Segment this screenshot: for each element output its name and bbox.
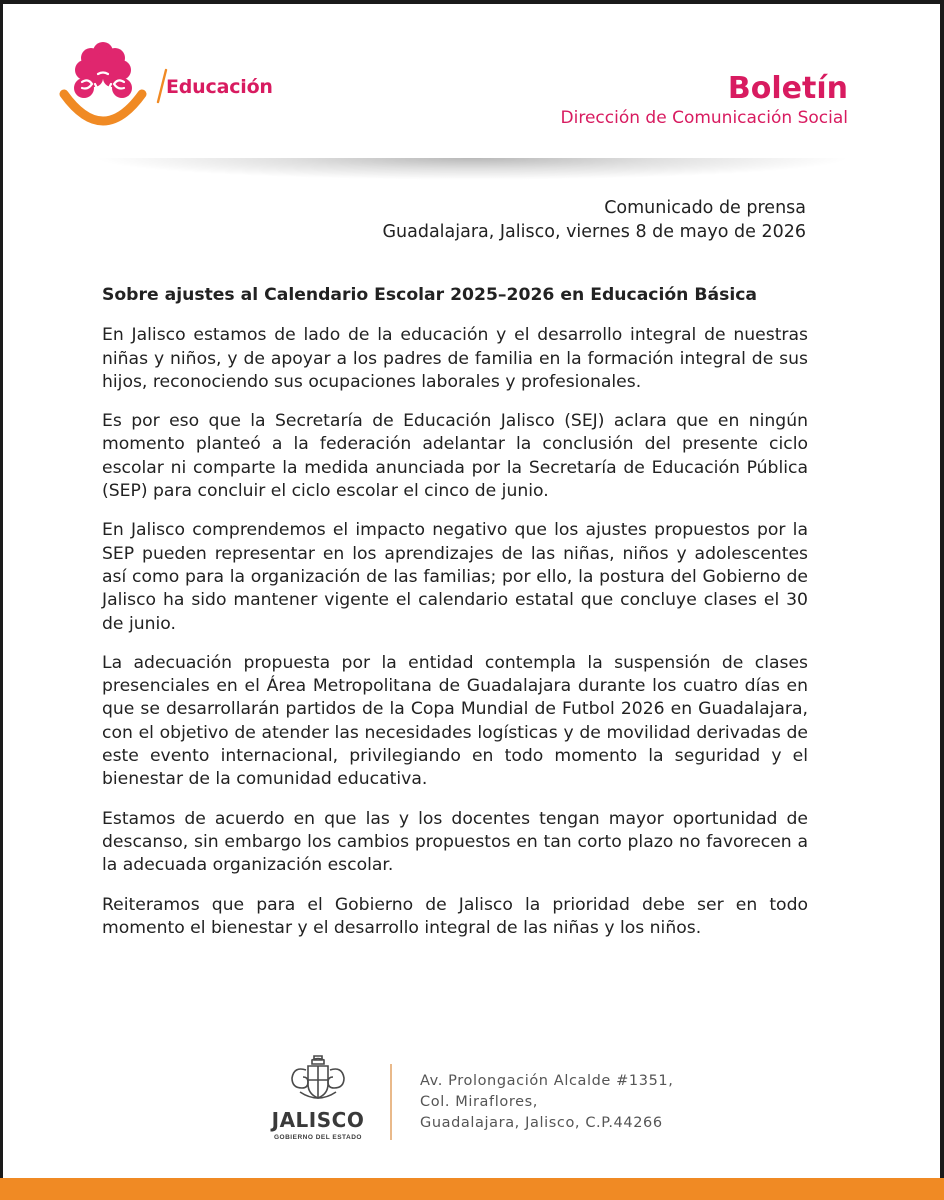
window-border-top: [0, 0, 944, 4]
education-logo: [58, 38, 318, 138]
address-block: [420, 1071, 673, 1134]
address-line: Col. Miraflores,: [420, 1094, 538, 1110]
bulletin-header: [561, 72, 848, 128]
window-border-right: [940, 0, 944, 1200]
address-line: Guadalajara, Jalisco, C.P.44266: [420, 1115, 663, 1131]
bulletin-title: Boletín: [727, 71, 848, 106]
paragraph: En Jalisco comprendemos el impacto negativo que los ajustes propuestos por la SEP pueden representar en los aprendizajes de las niñas, niños y adolescentes así como para la organización de las familias; por ello, la postura del Gobierno de Jalisco ha sido mantener vigente el calendario estatal que concluye clases el 30 de junio.: [102, 520, 808, 634]
jalisco-seal-icon: [286, 1052, 350, 1106]
dateline: [382, 196, 806, 244]
header-divider-shadow: [92, 158, 852, 180]
document-headline: Sobre ajustes al Calendario Escolar 2025–2026 en Educación Básica: [102, 285, 758, 305]
bulletin-subtitle: Dirección de Comunicación Social: [560, 108, 848, 128]
flower-logo-icon: [58, 38, 148, 130]
footer-color-bar: [0, 1178, 944, 1200]
seal-subtitle: GOBIERNO DEL ESTADO: [274, 1134, 362, 1141]
document-body: [102, 284, 808, 956]
paragraph: Reiteramos que para el Gobierno de Jalisco la prioridad debe ser en todo momento el bienestar y el desarrollo integral de las niñas y los niños.: [102, 894, 808, 938]
release-place-date: Guadalajara, Jalisco, viernes 8 de mayo de 2026: [382, 222, 806, 242]
brand-name: Educación: [166, 76, 273, 98]
window-border-left: [0, 0, 3, 1200]
address-line: Av. Prolongación Alcalde #1351,: [420, 1073, 674, 1089]
jalisco-government-seal: [262, 1052, 374, 1152]
paragraph: Estamos de acuerdo en que las y los docentes tengan mayor oportunidad de descanso, sin embargo los cambios propuestos en tan corto plazo no favorecen a la adecuada organización escolar.: [102, 808, 808, 876]
footer-divider: [390, 1064, 392, 1140]
paragraph: En Jalisco estamos de lado de la educación y el desarrollo integral de nuestras niñas y niños, y de apoyar a los padres de familia en la formación integral de sus hijos, reconociendo sus ocupaciones laborales y profesionales.: [102, 325, 808, 392]
release-type: Comunicado de prensa: [604, 198, 806, 218]
paragraph: La adecuación propuesta por la entidad contempla la suspensión de clases presenciales en el Área Metropolitana de Guadalajara durante los cuatro días en que se desarrollarán partidos de la Copa Mundial de Futbol 2026 en Guadalajara, con el objetivo de atender las necesidades logísticas y de movilidad derivadas de este evento internacional, privilegiando en todo momento la seguridad y el bienestar de la comunidad educativa.: [102, 652, 808, 790]
seal-name: JALISCO: [271, 1108, 365, 1132]
paragraph: Es por eso que la Secretaría de Educación Jalisco (SEJ) aclara que en ningún momento planteó a la federación adelantar la conclusión del presente ciclo escolar ni comparte la medida anunciada por la Secretaría de Educación Pública (SEP) para concluir el ciclo escolar el cinco de junio.: [102, 411, 808, 502]
